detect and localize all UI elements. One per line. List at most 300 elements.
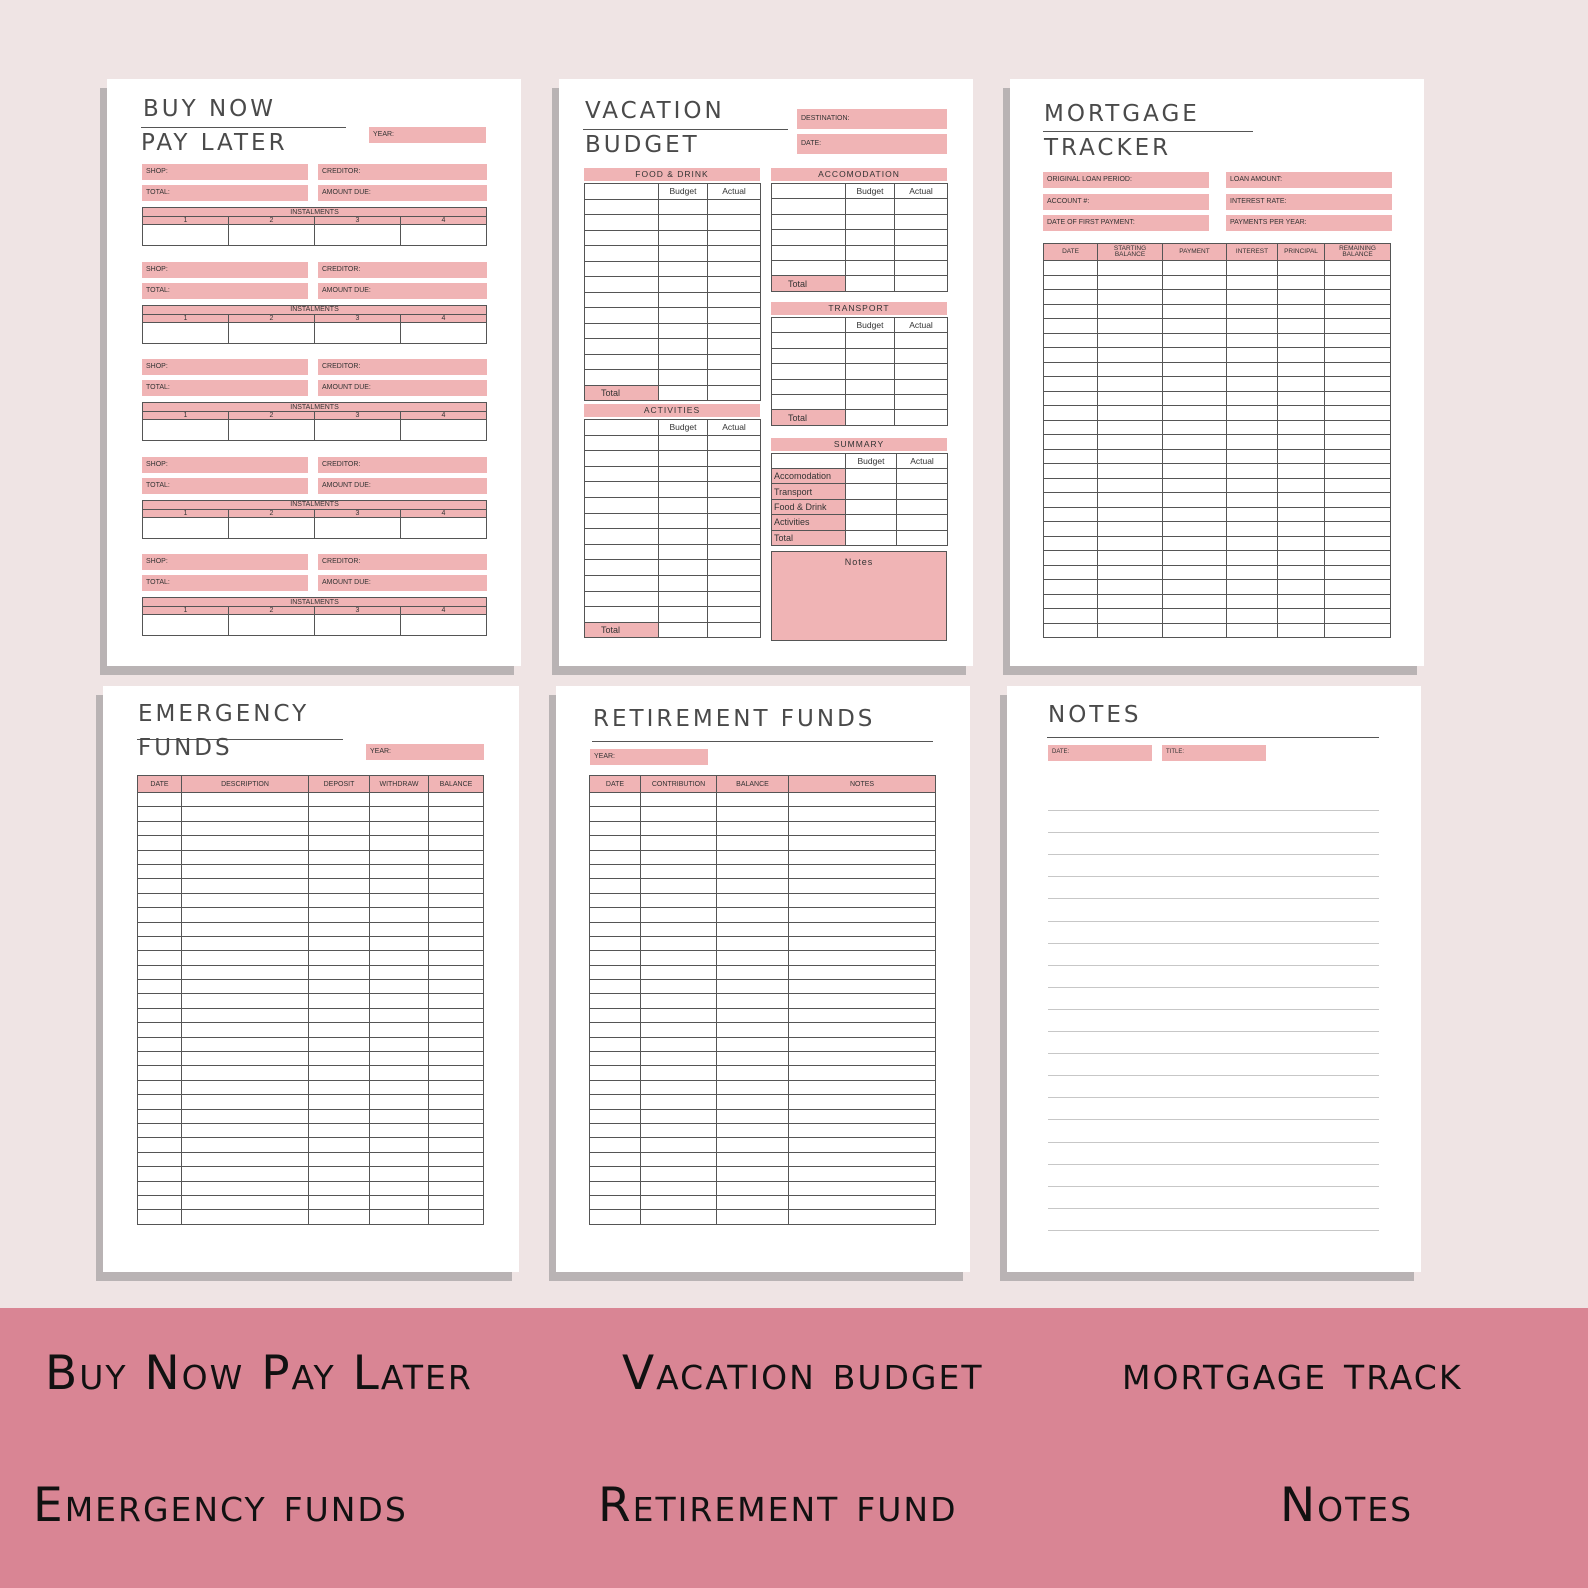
notes-ruled-line[interactable] [1048, 987, 1379, 988]
mortgage-cell[interactable] [1278, 551, 1325, 566]
budget-cell[interactable] [846, 199, 895, 214]
mortgage-cell[interactable] [1163, 609, 1227, 624]
emergency-cell[interactable] [182, 807, 309, 821]
mortgage-cell[interactable] [1163, 565, 1227, 580]
retirement-cell[interactable] [590, 1109, 641, 1123]
retirement-cell[interactable] [789, 936, 936, 950]
emergency-cell[interactable] [138, 936, 182, 950]
item-cell[interactable] [772, 394, 846, 409]
mortgage-cell[interactable] [1325, 464, 1391, 479]
mortgage-cell[interactable] [1227, 377, 1278, 392]
emergency-cell[interactable] [138, 850, 182, 864]
emergency-cell[interactable] [309, 793, 370, 807]
retirement-cell[interactable] [717, 850, 789, 864]
actual-cell[interactable] [895, 260, 948, 275]
item-cell[interactable] [585, 246, 659, 262]
mortgage-cell[interactable] [1227, 275, 1278, 290]
budget-cell[interactable] [659, 261, 708, 277]
emergency-cell[interactable] [429, 1023, 484, 1037]
retirement-cell[interactable] [641, 994, 717, 1008]
emergency-year-field[interactable] [366, 744, 484, 760]
emergency-cell[interactable] [429, 1109, 484, 1123]
emergency-cell[interactable] [309, 1109, 370, 1123]
actual-cell[interactable] [708, 497, 761, 513]
retirement-cell[interactable] [717, 1195, 789, 1209]
emergency-cell[interactable] [370, 1023, 429, 1037]
mortgage-cell[interactable] [1163, 449, 1227, 464]
emergency-cell[interactable] [309, 893, 370, 907]
emergency-cell[interactable] [182, 1152, 309, 1166]
mortgage-cell[interactable] [1044, 449, 1098, 464]
instalment-cell[interactable] [315, 420, 401, 441]
notes-ruled-line[interactable] [1048, 1075, 1379, 1076]
notes-ruled-line[interactable] [1048, 1097, 1379, 1098]
retirement-cell[interactable] [717, 893, 789, 907]
retirement-cell[interactable] [590, 951, 641, 965]
amount-due-field[interactable] [318, 283, 487, 299]
instalment-cell[interactable] [143, 420, 229, 441]
mortgage-cell[interactable] [1278, 275, 1325, 290]
mortgage-cell[interactable] [1227, 522, 1278, 537]
item-cell[interactable] [585, 482, 659, 498]
budget-cell[interactable] [659, 230, 708, 246]
emergency-cell[interactable] [182, 936, 309, 950]
emergency-cell[interactable] [429, 1008, 484, 1022]
item-cell[interactable] [585, 230, 659, 246]
notes-title-field[interactable] [1162, 745, 1266, 761]
emergency-cell[interactable] [182, 922, 309, 936]
retirement-cell[interactable] [590, 1181, 641, 1195]
budget-cell[interactable] [659, 513, 708, 529]
actual-cell[interactable] [708, 292, 761, 308]
retirement-cell[interactable] [641, 836, 717, 850]
actual-cell[interactable] [708, 607, 761, 623]
budget-cell[interactable] [659, 370, 708, 386]
mortgage-cell[interactable] [1098, 464, 1163, 479]
emergency-cell[interactable] [429, 994, 484, 1008]
emergency-cell[interactable] [429, 1123, 484, 1137]
mortgage-cell[interactable] [1163, 507, 1227, 522]
budget-cell[interactable] [846, 379, 895, 394]
budget-cell[interactable] [846, 333, 895, 348]
mortgage-cell[interactable] [1227, 551, 1278, 566]
item-cell[interactable] [585, 292, 659, 308]
emergency-cell[interactable] [370, 1008, 429, 1022]
emergency-cell[interactable] [370, 1123, 429, 1137]
mortgage-cell[interactable] [1044, 565, 1098, 580]
retirement-cell[interactable] [590, 980, 641, 994]
budget-cell[interactable] [659, 215, 708, 231]
emergency-cell[interactable] [182, 879, 309, 893]
emergency-cell[interactable] [370, 908, 429, 922]
mortgage-cell[interactable] [1227, 333, 1278, 348]
notes-ruled-line[interactable] [1048, 810, 1379, 811]
mortgage-cell[interactable] [1278, 304, 1325, 319]
retirement-cell[interactable] [590, 836, 641, 850]
mortgage-cell[interactable] [1098, 304, 1163, 319]
actual-cell[interactable] [895, 333, 948, 348]
mortgage-cell[interactable] [1325, 406, 1391, 421]
retirement-cell[interactable] [789, 951, 936, 965]
total-field[interactable] [142, 478, 308, 494]
emergency-cell[interactable] [182, 965, 309, 979]
retirement-cell[interactable] [590, 1008, 641, 1022]
emergency-cell[interactable] [138, 893, 182, 907]
mortgage-cell[interactable] [1325, 565, 1391, 580]
retirement-cell[interactable] [590, 879, 641, 893]
emergency-cell[interactable] [138, 965, 182, 979]
item-cell[interactable] [772, 245, 846, 260]
emergency-cell[interactable] [429, 936, 484, 950]
emergency-cell[interactable] [309, 980, 370, 994]
mortgage-cell[interactable] [1325, 362, 1391, 377]
mortgage-cell[interactable] [1163, 522, 1227, 537]
notes-ruled-line[interactable] [1048, 1208, 1379, 1209]
notes-ruled-line[interactable] [1048, 832, 1379, 833]
actual-cell[interactable] [708, 277, 761, 293]
emergency-cell[interactable] [182, 908, 309, 922]
actual-cell[interactable] [708, 323, 761, 339]
mortgage-cell[interactable] [1163, 261, 1227, 276]
mortgage-cell[interactable] [1044, 623, 1098, 638]
emergency-cell[interactable] [429, 850, 484, 864]
mortgage-cell[interactable] [1227, 536, 1278, 551]
retirement-cell[interactable] [641, 807, 717, 821]
retirement-cell[interactable] [641, 1080, 717, 1094]
payments-per-year-field[interactable] [1226, 215, 1392, 231]
mortgage-cell[interactable] [1098, 536, 1163, 551]
emergency-cell[interactable] [138, 864, 182, 878]
mortgage-cell[interactable] [1163, 478, 1227, 493]
emergency-cell[interactable] [138, 1052, 182, 1066]
emergency-cell[interactable] [309, 1195, 370, 1209]
emergency-cell[interactable] [429, 951, 484, 965]
mortgage-cell[interactable] [1227, 435, 1278, 450]
retirement-cell[interactable] [717, 1167, 789, 1181]
emergency-cell[interactable] [370, 994, 429, 1008]
budget-cell[interactable] [659, 497, 708, 513]
mortgage-cell[interactable] [1278, 507, 1325, 522]
retirement-cell[interactable] [641, 1095, 717, 1109]
emergency-cell[interactable] [429, 1167, 484, 1181]
emergency-cell[interactable] [429, 1095, 484, 1109]
budget-cell[interactable] [659, 323, 708, 339]
instalment-cell[interactable] [229, 615, 315, 636]
mortgage-cell[interactable] [1227, 348, 1278, 363]
summary-budget-cell[interactable] [846, 530, 897, 545]
retirement-cell[interactable] [789, 1195, 936, 1209]
budget-cell[interactable] [659, 607, 708, 623]
emergency-cell[interactable] [309, 836, 370, 850]
mortgage-cell[interactable] [1227, 609, 1278, 624]
instalment-cell[interactable] [401, 322, 487, 343]
retirement-cell[interactable] [789, 980, 936, 994]
budget-cell[interactable] [659, 482, 708, 498]
total-field[interactable] [142, 380, 308, 396]
mortgage-cell[interactable] [1227, 493, 1278, 508]
emergency-cell[interactable] [138, 1037, 182, 1051]
retirement-cell[interactable] [789, 908, 936, 922]
emergency-cell[interactable] [182, 1210, 309, 1224]
retirement-cell[interactable] [789, 1095, 936, 1109]
emergency-cell[interactable] [429, 1181, 484, 1195]
mortgage-cell[interactable] [1098, 290, 1163, 305]
mortgage-cell[interactable] [1098, 275, 1163, 290]
actual-total-cell[interactable] [895, 276, 948, 291]
emergency-cell[interactable] [182, 893, 309, 907]
retirement-cell[interactable] [590, 922, 641, 936]
emergency-cell[interactable] [309, 1138, 370, 1152]
emergency-cell[interactable] [429, 879, 484, 893]
emergency-cell[interactable] [309, 1095, 370, 1109]
emergency-cell[interactable] [429, 821, 484, 835]
retirement-cell[interactable] [789, 1023, 936, 1037]
mortgage-cell[interactable] [1278, 435, 1325, 450]
instalment-cell[interactable] [229, 517, 315, 538]
mortgage-cell[interactable] [1278, 580, 1325, 595]
mortgage-cell[interactable] [1044, 420, 1098, 435]
total-field[interactable] [142, 283, 308, 299]
emergency-cell[interactable] [429, 1152, 484, 1166]
retirement-cell[interactable] [590, 1080, 641, 1094]
retirement-cell[interactable] [717, 1008, 789, 1022]
mortgage-cell[interactable] [1227, 391, 1278, 406]
retirement-cell[interactable] [789, 1008, 936, 1022]
mortgage-cell[interactable] [1163, 319, 1227, 334]
retirement-cell[interactable] [590, 864, 641, 878]
retirement-cell[interactable] [717, 821, 789, 835]
item-cell[interactable] [585, 451, 659, 467]
budget-total-cell[interactable] [846, 276, 895, 291]
emergency-cell[interactable] [429, 807, 484, 821]
budget-cell[interactable] [659, 451, 708, 467]
emergency-cell[interactable] [309, 1008, 370, 1022]
mortgage-cell[interactable] [1163, 348, 1227, 363]
actual-cell[interactable] [708, 261, 761, 277]
actual-cell[interactable] [895, 230, 948, 245]
emergency-cell[interactable] [309, 864, 370, 878]
interest-rate-field[interactable] [1226, 194, 1392, 210]
retirement-cell[interactable] [789, 1181, 936, 1195]
retirement-cell[interactable] [717, 1052, 789, 1066]
retirement-cell[interactable] [717, 1080, 789, 1094]
emergency-cell[interactable] [138, 922, 182, 936]
mortgage-cell[interactable] [1278, 377, 1325, 392]
emergency-cell[interactable] [429, 908, 484, 922]
emergency-cell[interactable] [182, 1052, 309, 1066]
emergency-cell[interactable] [138, 951, 182, 965]
mortgage-cell[interactable] [1325, 304, 1391, 319]
budget-cell[interactable] [659, 560, 708, 576]
budget-cell[interactable] [659, 199, 708, 215]
emergency-cell[interactable] [370, 1167, 429, 1181]
instalment-cell[interactable] [401, 615, 487, 636]
emergency-cell[interactable] [309, 807, 370, 821]
creditor-field[interactable] [318, 262, 487, 278]
instalment-cell[interactable] [143, 615, 229, 636]
mortgage-cell[interactable] [1227, 406, 1278, 421]
emergency-cell[interactable] [138, 994, 182, 1008]
mortgage-cell[interactable] [1098, 261, 1163, 276]
mortgage-cell[interactable] [1163, 420, 1227, 435]
creditor-field[interactable] [318, 457, 487, 473]
actual-total-cell[interactable] [708, 385, 761, 401]
retirement-cell[interactable] [717, 980, 789, 994]
notes-ruled-line[interactable] [1048, 1164, 1379, 1165]
amount-due-field[interactable] [318, 380, 487, 396]
item-cell[interactable] [772, 333, 846, 348]
mortgage-cell[interactable] [1278, 449, 1325, 464]
notes-ruled-line[interactable] [1048, 898, 1379, 899]
budget-cell[interactable] [846, 260, 895, 275]
mortgage-cell[interactable] [1325, 551, 1391, 566]
bnpl-year-field[interactable] [369, 127, 486, 143]
emergency-cell[interactable] [370, 1181, 429, 1195]
mortgage-cell[interactable] [1325, 435, 1391, 450]
item-cell[interactable] [585, 370, 659, 386]
emergency-cell[interactable] [138, 1210, 182, 1224]
emergency-cell[interactable] [182, 1109, 309, 1123]
emergency-cell[interactable] [138, 1066, 182, 1080]
instalment-cell[interactable] [315, 517, 401, 538]
mortgage-cell[interactable] [1044, 319, 1098, 334]
emergency-cell[interactable] [370, 1138, 429, 1152]
emergency-cell[interactable] [370, 850, 429, 864]
retirement-cell[interactable] [590, 936, 641, 950]
mortgage-cell[interactable] [1325, 609, 1391, 624]
mortgage-cell[interactable] [1044, 464, 1098, 479]
actual-cell[interactable] [708, 466, 761, 482]
emergency-cell[interactable] [309, 1152, 370, 1166]
retirement-cell[interactable] [717, 1037, 789, 1051]
notes-ruled-line[interactable] [1048, 1119, 1379, 1120]
mortgage-cell[interactable] [1325, 580, 1391, 595]
retirement-cell[interactable] [641, 1008, 717, 1022]
mortgage-cell[interactable] [1163, 290, 1227, 305]
shop-field[interactable] [142, 359, 308, 375]
retirement-cell[interactable] [789, 807, 936, 821]
emergency-cell[interactable] [370, 1109, 429, 1123]
retirement-cell[interactable] [590, 1167, 641, 1181]
mortgage-cell[interactable] [1278, 536, 1325, 551]
mortgage-cell[interactable] [1163, 580, 1227, 595]
retirement-cell[interactable] [789, 1123, 936, 1137]
budget-cell[interactable] [846, 348, 895, 363]
retirement-cell[interactable] [789, 1210, 936, 1224]
emergency-cell[interactable] [138, 821, 182, 835]
notes-ruled-line[interactable] [1048, 876, 1379, 877]
retirement-cell[interactable] [641, 1037, 717, 1051]
mortgage-cell[interactable] [1044, 304, 1098, 319]
retirement-cell[interactable] [789, 864, 936, 878]
retirement-cell[interactable] [717, 908, 789, 922]
emergency-cell[interactable] [429, 836, 484, 850]
retirement-cell[interactable] [590, 1023, 641, 1037]
actual-cell[interactable] [708, 560, 761, 576]
retirement-cell[interactable] [641, 1167, 717, 1181]
instalment-cell[interactable] [315, 322, 401, 343]
retirement-cell[interactable] [641, 1210, 717, 1224]
emergency-cell[interactable] [182, 951, 309, 965]
destination-field[interactable] [797, 109, 947, 129]
emergency-cell[interactable] [138, 1008, 182, 1022]
amount-due-field[interactable] [318, 185, 487, 201]
emergency-cell[interactable] [429, 893, 484, 907]
emergency-cell[interactable] [309, 1080, 370, 1094]
retirement-cell[interactable] [641, 922, 717, 936]
budget-cell[interactable] [659, 544, 708, 560]
emergency-cell[interactable] [182, 1181, 309, 1195]
notes-ruled-line[interactable] [1048, 1053, 1379, 1054]
actual-cell[interactable] [708, 529, 761, 545]
emergency-cell[interactable] [138, 1167, 182, 1181]
mortgage-cell[interactable] [1098, 551, 1163, 566]
emergency-cell[interactable] [429, 1052, 484, 1066]
mortgage-cell[interactable] [1163, 333, 1227, 348]
retirement-cell[interactable] [717, 1023, 789, 1037]
notes-ruled-line[interactable] [1048, 854, 1379, 855]
emergency-cell[interactable] [429, 1138, 484, 1152]
retirement-cell[interactable] [590, 1210, 641, 1224]
retirement-cell[interactable] [789, 922, 936, 936]
summary-actual-cell[interactable] [897, 530, 948, 545]
retirement-cell[interactable] [641, 908, 717, 922]
budget-cell[interactable] [846, 230, 895, 245]
retirement-cell[interactable] [717, 951, 789, 965]
retirement-cell[interactable] [717, 879, 789, 893]
mortgage-cell[interactable] [1098, 406, 1163, 421]
item-cell[interactable] [585, 607, 659, 623]
retirement-cell[interactable] [641, 879, 717, 893]
budget-cell[interactable] [659, 277, 708, 293]
retirement-cell[interactable] [641, 1023, 717, 1037]
retirement-cell[interactable] [590, 994, 641, 1008]
emergency-cell[interactable] [370, 879, 429, 893]
creditor-field[interactable] [318, 359, 487, 375]
retirement-cell[interactable] [590, 1095, 641, 1109]
summary-actual-cell[interactable] [897, 484, 948, 499]
item-cell[interactable] [585, 339, 659, 355]
actual-cell[interactable] [895, 394, 948, 409]
item-cell[interactable] [585, 323, 659, 339]
mortgage-cell[interactable] [1278, 623, 1325, 638]
mortgage-cell[interactable] [1278, 406, 1325, 421]
mortgage-cell[interactable] [1098, 580, 1163, 595]
emergency-cell[interactable] [182, 1008, 309, 1022]
retirement-cell[interactable] [789, 879, 936, 893]
mortgage-cell[interactable] [1278, 261, 1325, 276]
actual-cell[interactable] [708, 575, 761, 591]
actual-cell[interactable] [895, 379, 948, 394]
budget-cell[interactable] [659, 435, 708, 451]
emergency-cell[interactable] [182, 1123, 309, 1137]
retirement-cell[interactable] [789, 1080, 936, 1094]
emergency-cell[interactable] [182, 994, 309, 1008]
mortgage-cell[interactable] [1278, 478, 1325, 493]
emergency-cell[interactable] [370, 893, 429, 907]
actual-cell[interactable] [895, 364, 948, 379]
mortgage-cell[interactable] [1325, 348, 1391, 363]
instalment-cell[interactable] [401, 225, 487, 246]
mortgage-cell[interactable] [1325, 275, 1391, 290]
mortgage-cell[interactable] [1044, 478, 1098, 493]
emergency-cell[interactable] [138, 1123, 182, 1137]
retirement-cell[interactable] [789, 821, 936, 835]
notes-ruled-line[interactable] [1048, 921, 1379, 922]
retirement-cell[interactable] [789, 1167, 936, 1181]
retirement-cell[interactable] [789, 965, 936, 979]
emergency-cell[interactable] [182, 1066, 309, 1080]
